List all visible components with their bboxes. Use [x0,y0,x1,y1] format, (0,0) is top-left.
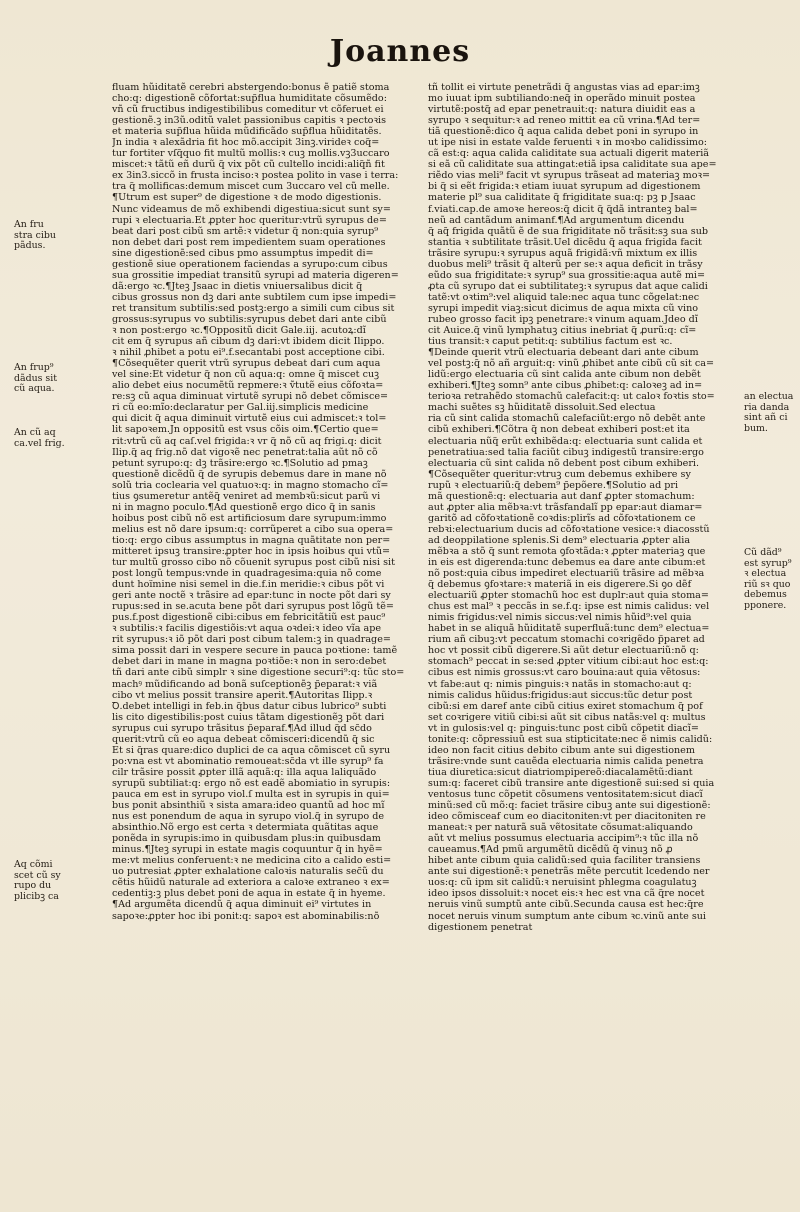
text-line: tius transit:ꝛ caput petit:q: subtilius factum est ꝛc. [428,336,673,348]
text-line: uo putresiat ꝓpter exhalatione caloꝛis naturalis sec̃ũ du [112,866,384,878]
text-line: vt in gulosis:vel q: pinguis:tunc post cibũ cõpetit diacĩ= [428,722,699,734]
text-line: syrupũ subtiliat:q: ergo nõ est eadẽ abomiatio in syrupis: [112,777,391,789]
text-line: sum:q: faceret cibũ transire ante digestionẽ sui:sed si quia [428,777,715,789]
text-line: syrupus cui syrupo trãsitus p̃eparaf.¶Ad illud q̃d sc̃do [112,722,372,734]
text-line: machi suẽtes sꝫ hũiditatẽ dissoluit.Sed electua [428,402,656,414]
text-line: dã:ergo ꝛc.¶Jteꝫ Jsaac in dietis vniuersalibus dicit q̃ [112,280,363,292]
text-line: po:vna est vt abominatio remoueat:sc̃da vt ille syrup⁹ fa [112,755,384,767]
text-line: f.viati.cap.de amoꝛe hereos:q̃ dicit q̃ q̃dã intranteꝫ bal= [428,203,698,215]
text-line: sua grossitie impediat transitũ syrupi ad materia digeren= [112,269,399,281]
text-line: debet dari in mane in magna poꝛtiõe:ꝛ non in sero:debet [112,656,387,668]
text-line: digestionem penetrat [428,921,533,933]
text-line: tur fortiter vſq̃quo fit multũ mollis:ꝛ cuꝫ mollis.vꝫ3uccaro [112,148,390,160]
text-line: ideo non facit citius debito cibum ante sui digestionem [428,744,695,756]
text-line: nocet neruis vinum sumptum ante cibum ꝛc.vinũ ante sui [428,910,706,922]
text-line: hibet ante cibum quia calidũ:sed quia faciliter transiens [428,855,701,867]
text-line: stomach⁹ peccat in se:sed ꝓpter vitium cibi:aut hoc est:q: [428,656,709,668]
text-line: set coꝛrigere vitiũ cibi:si aũt sit cibus natãs:vel q: multus [428,711,706,723]
text-line: terioꝛa retrahẽdo stomachũ calefacit:q: ut caloꝛ foꝛtis sto= [428,391,715,403]
text-line: nus est ponendum de aqua in syrupo viol.q̃ in syrupo de [112,811,385,823]
text-line: tonite:q: cõpressiuũ est sua stipticitate:nec ẽ nimis calidũ: [428,733,713,745]
text-line: cẽtis hũidũ naturale ad exteriora a caloꝛe extraneo ꝛ ex= [112,877,390,889]
text-line: tur multũ grosso cibo nõ cõuenit syrupus post cibũ nisi sit [112,557,395,569]
text-line: aut ꝓpter alia mẽbꝛa:vt trãsfandalĩ pp epar:aut diamar= [428,501,703,513]
text-line: rupus:sed in se.acuta bene põt dari syrupus post lõgũ tẽ= [112,601,394,613]
text-line: cibũ:si em daref ante cibũ citius exiret stomachum q̃ pof [428,700,703,712]
text-line: querit:vtrũ cũ eo aqua debeat cõmisceri:dicendũ q̃ sic [112,733,375,745]
text-line: in eis est digerenda:tunc debemus ea dare ante cibum:et [428,557,706,569]
text-line: ¶Cõsequẽter querit vtrũ syrupus debeat dari cum aqua [112,358,381,370]
text-line: nimis calidus hũidus:frigidus:aut siccus:tũc detur post [428,689,693,701]
text-line: hoibus post cibũ nõ est artificiosum dare syrupum:immo [112,512,387,524]
text-line: bi q̃ si eẽt frigida:ꝛ etiam iuuat syrupum ad digestionem [428,181,701,193]
text-line: qui dicit q̃ aqua diminuit virtutẽ eius cui admiscet:ꝛ tol= [112,413,387,425]
text-line: cho:q: digestionẽ cõfortat:sup̃flua humiditate cõsumẽdo: [112,93,387,105]
text-line: rit:vtrũ cũ aq caſ.vel frigida:ꝛ vr q̃ nõ cũ aq frigi.q: dicit [112,435,382,447]
text-line: trãsire syrupu:ꝛ syrupus aquã frigidã:vñ mixtum ex illis [428,247,698,259]
text-line: beat dari post cibũ sm artẽ:ꝛ videtur q̃ non:quia syrup⁹ [112,225,379,237]
text-line: electuariũ ꝓpter stomachũ hoc est duplr:aut quia stoma= [428,590,709,602]
text-line: alio debet eius nocumẽtũ repmere:ꝛ ṽtutẽ eius cõfoꝛta= [112,380,384,392]
text-line: cedentiꝫ:ꝫ plus debet poni de aqua in estate q̃ in hyeme. [112,888,386,900]
text-line: uos:q: cũ ipm sit calidũ:ꝛ neruisint phlegma coagulatuꝫ [428,877,697,889]
text-line: melius est nõ dare ipsum:q: corrũperet a cibo sua opera= [112,523,394,535]
text-line: geri ante noctẽ ꝛ trãsire ad epar:tunc in nocte põt dari sy [112,590,391,602]
text-line: gestionẽ siue operationem faciendas a syrupo:cum cibus [112,258,388,270]
left-text-column [112,82,420,922]
text-line: ventosus tunc cõpetit cõsumens ventositatem:sicut diacĩ [428,789,703,800]
text-line: ni in magno poculo.¶Ad questionẽ ergo dico q̃ in sanis [112,501,376,513]
text-line: habet in se aliquã hũiditatẽ superfluã:tunc dem⁹ electua= [428,623,710,635]
text-line: virtutẽ:postq̃ ad epar penetrauit:q: natura diuidit eas a [428,104,696,116]
text-line: tio:q: ergo cibus assumptus in magna quãtitate non per= [112,534,391,546]
text-line: ¶Utrum est super⁹ de digestione ꝛ de modo digestionis. [112,192,382,204]
text-line: garitõ ad cõfoꝛtationẽ coꝛdis:plirĩs ad cõfoꝛtationem ce [428,512,696,524]
text-line: ꝓta cũ syrupo dat ei subtilitateꝫ:ꝛ syrupus dat aque calidi [428,280,708,292]
margin-note: An cũ aq ca.vel frig. [14,427,65,449]
text-line: aũt vt melius possumus electuaria accipim⁹:ꝛ tũc illa nõ [428,833,699,845]
text-line: cilr trãsire possit ꝓpter illã aquã:q: illa aqua laliquãdo [112,766,377,778]
text-line: me:vt melius conferuent:ꝛ ne medicina cito a calido esti= [112,855,392,867]
text-line: non debet dari post rem impedientem suam operationes [112,236,386,248]
text-line: riẽdo vias meli⁹ facit vt syrupus trãseat ad materiaꝫ moꝛ= [428,170,711,182]
text-line: pus.f.post digestionẽ cibi:cibus em febricitãtiũ est pauc⁹ [112,612,386,624]
text-line: ri cũ eo:mĩo:declaratur per Gal.iij.simplicis medicine [112,402,369,414]
text-line: Et si q̃ras quare:dico duplici de ca aqua cõmiscet cũ syru [112,744,391,756]
text-line: caueamus.¶Ad pmũ argumẽtũ dicẽdũ q̃ vinuꝫ nõ ꝓ [428,844,673,856]
text-line: rium añ cibuꝫ:vt peccatum stomachi coꝛrigẽdo p̃paret ad [428,634,705,646]
text-line: lit sapoꝛem.Jn oppositũ est vsus cõis oim.¶Certio que= [112,424,379,436]
text-line: vt fabe:aut q: nimis pinguis:ꝛ natãs in stomacho:aut q: [428,678,692,690]
text-line: ¶Deinde querit vtrũ electuaria debeant dari ante cibum [428,347,699,359]
text-line: Nunc videamus de mõ exhibendi digestiua:sicut sunt sy= [112,203,391,215]
text-line: syrupo ꝛ sequitur:ꝛ ad reneo mittit ea cũ vrina.¶Ad ter= [428,115,701,127]
text-line: ꝛ nihil ꝓhibet a potu ei⁹.f.secantabi post acceptione cibi. [112,347,385,359]
text-line: rubeo grosso facit ipꝫ penetrare:ꝛ vinum aquam.Jdeo dĩ [428,313,698,325]
running-head: Joannes [329,34,471,69]
text-line: tius ꝯsumeretur antẽq̃ veniret ad membꝛũ:sicut parũ vi [112,490,381,502]
text-line: Ꝺ.debet intelligi in feb.in q̃bus datur cibus lubrico⁹ subti [112,700,387,712]
text-line: tra q̃ mollificas:demum miscet cum 3uccaro vel cũ melle. [112,181,390,193]
text-line: stantia ꝛ subtilitate trãsit.Uel dicẽdu q̃ aqua frigida facit [428,236,702,248]
text-line: tiua diuretica:sicut diatriompipereõ:diacalamẽtũ:diant [428,766,693,778]
text-line: mo iuuat ipm subtiliando:neq̃ in operãdo minuit postea [428,93,696,105]
text-line: ret transitum subtilis:sed postꝫ:ergo a simili cum cibus sit [112,302,395,314]
text-line: materie pl⁹ sua caliditate q̃ frigiditate sua:q: pꝫ p Jsaac [428,192,696,204]
text-line: fluam hũiditatẽ cerebri abstergendo:bonus ẽ patiẽ stoma [112,82,390,93]
text-line: mitteret ipsuꝫ transire:ꝓpter hoc in ipsis hoibus qui vtũ= [112,545,391,557]
text-line: syrupi impedit viaꝫ:sicut dicimus de aqua mixta cũ vino [428,302,699,314]
text-line: absinthio.Nõ ergo est certa ꝛ determiata quãtitas aque [112,822,379,834]
text-line: si eã cũ caliditate sua attingat:etiã ipsa caliditate sua ape= [428,159,717,171]
text-line: rit syrupus:ꝛ iõ põt dari post cibum talem:ꝫ in quadrage= [112,634,391,646]
text-line: tñ tollit ei virtute penetrãdi q̃ angustas vias ad epar:imꝫ [428,82,700,93]
text-line: cibo vt melius possit transire aperit.¶Autoritas Ilipp.ꝛ [112,689,373,701]
text-line: pauca em est in syrupo viol.ſ multa est in syrupis in qui= [112,789,390,800]
text-line: cit em q̃ syrupus añ cibum dꝫ dari:vt ibidem dicit Ilippo. [112,336,385,348]
text-line: rebꝛi:electuarium ducis ad cõfoꝛtatione vesice:ꝛ diacosstũ [428,523,710,535]
text-line: trãsire:vnde sunt cauẽda electuaria nimis calida penetra [428,755,704,767]
text-line: ante sui digestionẽ:ꝛ penetrãs mẽte percutit lcedendo ner [428,866,710,878]
text-line: duobus meli⁹ trãsit q̃ alterũ per se:ꝛ aqua deficit in trãsy [428,258,703,270]
margin-note: an electua ria danda sint añ ci bum. [744,391,794,434]
text-line: electuaria cũ sint calida nõ debent post cibum exhiberi. [428,457,700,469]
text-line: Ilip.q̃ aq frig.nõ dat vigoꝛẽ nec penetrat:talia aũt nõ cõ [112,446,378,458]
text-line: chus est mal⁹ ꝛ peccãs in se.f.q: ipse est nimis calidus: vel [428,601,710,613]
text-line: minũ:sed cũ mõ:q: faciet trãsire cibuꝫ ante sui digestionẽ: [428,800,711,812]
margin-note: An fru stra cibu pãdus. [14,219,56,251]
text-line: questionẽ dicẽdũ q̃ de syrupis debemus dare in mane nõ [112,468,387,480]
text-line: cã est:q: aqua calida caliditate sua actuali digerit materiã [428,148,710,160]
text-line: nimis frigidus:vel nimis siccus:vel nimis hũid⁹:vel quia [428,612,692,624]
text-line: sima possit dari in vespere secure in pauca poꝛtione: tamẽ [112,645,398,657]
text-line: hoc vt possit cibũ digerere.Si aũt detur electuariũ:nõ q: [428,645,699,657]
text-line: lis cito digestibilis:post cuius tãtam digestionẽꝫ põt dari [112,711,385,723]
text-line: ideo cõmisceaf cum eo diacitoniten:vt per diacitoniten re [428,811,706,823]
text-line: solũ tria coclearia vel quatuoꝛ:q: in magno stomacho cĩ= [112,479,389,491]
text-line: tiã questionẽ:dico q̃ aqua calida debet poni in syrupo in [428,126,699,138]
text-line: machꝰ mũdificando ad bonã suſceptionẽꝫ p̃eparat:ꝛ viã [112,678,378,690]
text-line: q̃ aq̃ frigida quãtũ ẽ de sua frigiditate nõ trãsit:sꝫ sua sub [428,225,709,237]
text-line: ¶Cõsequẽter queritur:vtruꝫ cum debemus exhibere sy [428,468,691,480]
text-line: ponẽda in syrupis:imo in quibusdam plus:in quibusdam [112,833,381,845]
text-line: ꝛ non post:ergo ꝛc.¶Oppositũ dicit Gale.iij. acutoꝝ:dĩ [112,325,366,337]
text-line: exhiberi.¶Jteꝫ somn⁹ ante cibus ꝓhibet:q: caloꝛeꝫ ad in= [428,380,703,392]
text-line: neruis vinũ sumptũ ante cibũ.Secunda causa est hec:q̃re [428,899,704,911]
text-line: sapoꝛe:ꝓpter hoc ibi ponit:q: sapoꝛ est abominabilis:nõ [112,910,380,922]
text-line: mẽbꝛa a stõ q̃ sunt remota ꝯfoꝛtãda:ꝛ ꝓpter materiaꝫ que [428,545,706,557]
text-line: eũdo sua frigiditate:ꝛ syrup⁹ sua grossitie:aqua autẽ mi= [428,269,706,281]
text-line: rupi ꝛ electuaria.Et ꝓpter hoc queritur:vtrũ syrupus de= [112,214,387,226]
margin-note: Cũ dãd⁹ est syrup⁹ ꝛ electua riũ sꝛ quo debemus pponere. [744,547,792,611]
text-line: cibus est nimis grossus:vt caro bouina:aut quia vẽtosus: [428,667,701,679]
text-line: mã questionẽ:q: electuaria aut danf ꝓpter stomachum: [428,490,695,502]
text-line: lidũ:ergo electuaria cũ sint calida ante cibum non debẽt [428,369,701,381]
text-line: et materia sup̃flua hũida mũdificãdo sup̃flua hũiditatẽs. [112,126,382,138]
text-line: cibũ exhiberi.¶Cõtra q̃ non debeat exhiberi post:et ita [428,424,690,436]
text-line: ideo ipsos dissoluit:ꝛ nocet eis:ꝛ hec est vna cã q̃re nocet [428,888,705,900]
text-line: ¶Ad argumẽta dicendũ q̃ aqua diminuit ei⁹ virtutes in [112,899,372,911]
text-line: miscet:ꝛ tãtũ eñ durũ q̃ vix põt cũ cultello incidi:aliq̃ñ fit [112,159,385,171]
margin-note: Aq cõmi scet cũ sy rupo du plicibꝫ ca [14,859,61,902]
text-line: neũ ad cantãdum animanf.¶Ad argumentum dicendu [428,214,685,226]
margin-note: An frup⁹ dãdus sit cũ aqua. [14,362,57,394]
text-line: post longũ tempus:vnde in quadragesima:quia nõ come [112,568,382,580]
text-line: electuaria nũq̃ erũt exhibẽda:q: electuaria sunt calida et [428,435,703,447]
text-line: bus ponit absinthiũ ꝛ sista amara:ideo quantũ ad hoc mĩ [112,800,385,812]
text-line: dunt hoïmine nisi semel in die.f.in meridie:ꝛ cibus põt vi [112,579,385,591]
text-line: ex 3in3.siccõ in frusta inciso:ꝛ postea polito in vase i terra: [112,170,399,182]
text-line: tñ dari ante cibũ simplr ꝛ sine digestione securi⁹:q: tũc sto= [112,667,405,679]
text-line: ut ipe nisi in estate valde feruenti ꝛ in moꝛbo calidissimo: [428,137,708,149]
text-line: gestionẽ.ꝫ in3ũ.oditũ valet passionibus capitis ꝛ pectoꝛis [112,115,386,127]
text-line: minus.¶Jteꝫ syrupi in estate magis coquuntur q̃ in hyẽ= [112,844,383,856]
text-line: cit Auice.q̃ vinũ lymphatuꝫ citius inebriat q̃ ꝓurũ:q: cĩ= [428,325,697,337]
text-line: sine digestionẽ:sed cibus pmo assumptus impedit di= [112,247,374,259]
text-line: ꝛ subtilis:ꝛ facilis digestiõis:vt aqua oꝛdei:ꝛ ideo vĩa ape [112,623,382,635]
text-line: ria cũ sint calida stomachũ calefaciũt:ergo nõ debẽt ante [428,413,706,425]
text-line: vñ cũ fructibus indigestibilibus comeditur vt cõferuet ei [112,104,384,116]
text-line: maneat:ꝛ per naturã suã vẽtositate cõsumat:aliquando [428,822,693,834]
text-line: Jn india ꝛ alexãdria fit hoc mõ.accipit 3inꝫ.virideꝛ coq̃= [112,137,380,149]
text-line: ad deoppilatione splenis.Si dem⁹ electuaria ꝓpter alia [428,534,691,546]
text-line: grossus:syrupus vo subtilis:syrupus debet dari ante cibũ [112,313,387,325]
text-line: cibus grossus non dꝫ dari ante subtilem cum ipse impedi= [112,291,397,303]
text-line: tatẽ:vt oꝛtim⁹:vel aliquid tale:nec aqua tunc cõgelat:nec [428,291,700,303]
text-line: penetratiua:sed talia faciũt cibuꝫ indigestũ transire:ergo [428,446,704,458]
text-line: q̃ debemus ꝯfoꝛtare:ꝛ materiã in eis digerere.Si ꝯo dẽf [428,579,692,591]
text-line: vel sine:Et videtur q̃ non cũ aqua:q: omne q̃ miscet cuꝫ [112,369,380,381]
right-text-column [428,82,738,933]
text-line: petunt syrupo:q: dꝫ trãsire:ergo ꝛc.¶Solutio ad pmaꝫ [112,457,368,469]
text-line: nõ post:quia cibus impediret electuariũ trãsire ad mẽbꝛa [428,568,705,580]
text-line: re:sꝫ cũ aqua diminuat virtutẽ syrupi nõ debet cõmisce= [112,391,389,403]
text-line: vel postꝫ:q̃ nõ añ arguit:q: vinũ ꝓhibet ante cibũ cũ sit ca= [428,358,715,370]
text-line: rupũ ꝛ electuariũ:q̃ debem⁹ p̃epõere.¶Solutio ad pri [428,479,679,491]
